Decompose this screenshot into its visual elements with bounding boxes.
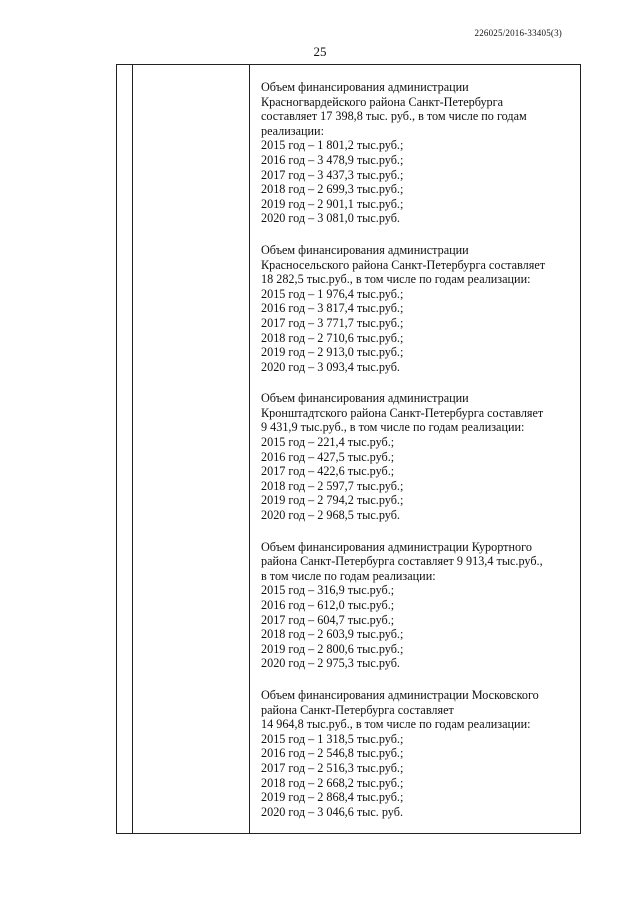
financing-line: 2019 год – 2 794,2 тыс.руб.; bbox=[261, 493, 404, 508]
financing-line: 2017 год – 2 516,3 тыс.руб.; bbox=[261, 760, 404, 775]
financing-line: района Санкт-Петербурга составляет 9 913,4 тыс.руб., bbox=[261, 554, 543, 569]
financing-line: 2018 год – 2 699,3 тыс.руб.; bbox=[261, 182, 404, 197]
financing-line: 2020 год – 3 093,4 тыс.руб. bbox=[261, 359, 400, 374]
financing-line: 2019 год – 2 868,4 тыс.руб.; bbox=[261, 790, 404, 805]
page-number: 25 bbox=[313, 44, 327, 59]
financing-line: 2015 год – 316,9 тыс.руб.; bbox=[261, 583, 395, 598]
financing-line: 2018 год – 2 597,7 тыс.руб.; bbox=[261, 478, 404, 493]
financing-line: 2015 год – 221,4 тыс.руб.; bbox=[261, 435, 395, 450]
financing-text-column bbox=[261, 80, 573, 836]
financing-line: 2015 год – 1 976,4 тыс.руб.; bbox=[261, 286, 404, 301]
document-id: 226025/2016-33405(3) bbox=[474, 28, 562, 38]
financing-line: 2016 год – 2 546,8 тыс.руб.; bbox=[261, 746, 404, 761]
table-column-divider bbox=[249, 65, 250, 833]
financing-line: 2016 год – 3 817,4 тыс.руб.; bbox=[261, 301, 404, 316]
financing-block bbox=[261, 540, 573, 671]
financing-line: 2016 год – 427,5 тыс.руб.; bbox=[261, 449, 395, 464]
financing-line: 18 282,5 тыс.руб., в том числе по годам реализации: bbox=[261, 272, 531, 287]
table-column-divider bbox=[132, 65, 133, 833]
financing-block bbox=[261, 391, 573, 522]
financing-line: 2020 год – 3 081,0 тыс.руб. bbox=[261, 211, 400, 226]
financing-line: 2019 год – 2 913,0 тыс.руб.; bbox=[261, 345, 404, 360]
financing-line: 2017 год – 3 437,3 тыс.руб.; bbox=[261, 167, 404, 182]
financing-line: Объем финансирования администрации Курортного bbox=[261, 539, 532, 554]
financing-line: Объем финансирования администрации Московского bbox=[261, 687, 539, 702]
financing-block bbox=[261, 243, 573, 374]
financing-line: в том числе по годам реализации: bbox=[261, 568, 436, 583]
financing-line: 2018 год – 2 710,6 тыс.руб.; bbox=[261, 330, 404, 345]
financing-line: 2020 год – 3 046,6 тыс. руб. bbox=[261, 804, 403, 819]
financing-line: 2018 год – 2 668,2 тыс.руб.; bbox=[261, 775, 404, 790]
financing-line: 2016 год – 612,0 тыс.руб.; bbox=[261, 598, 395, 612]
financing-line: Красносельского района Санкт-Петербурга составляет bbox=[261, 257, 546, 272]
financing-line: 2017 год – 422,6 тыс.руб.; bbox=[261, 464, 395, 479]
financing-line: Объем финансирования администрации bbox=[261, 242, 469, 257]
financing-line: Объем финансирования администрации bbox=[261, 80, 469, 94]
financing-line: 2018 год – 2 603,9 тыс.руб.; bbox=[261, 627, 404, 642]
financing-line: 2015 год – 1 318,5 тыс.руб.; bbox=[261, 731, 404, 746]
financing-line: Кронштадтского района Санкт-Петербурга составляет bbox=[261, 405, 544, 420]
financing-line: района Санкт-Петербурга составляет bbox=[261, 702, 454, 717]
financing-line: 14 964,8 тыс.руб., в том числе по годам реализации: bbox=[261, 717, 531, 732]
financing-line: реализации: bbox=[261, 123, 324, 138]
financing-line: 2019 год – 2 901,1 тыс.руб.; bbox=[261, 196, 404, 211]
financing-line: 2015 год – 1 801,2 тыс.руб.; bbox=[261, 138, 404, 153]
financing-line: 2019 год – 2 800,6 тыс.руб.; bbox=[261, 641, 404, 656]
financing-block bbox=[261, 688, 573, 819]
financing-line: 9 431,9 тыс.руб., в том числе по годам реализации: bbox=[261, 420, 525, 435]
financing-line: составляет 17 398,8 тыс. руб., в том числе по годам bbox=[261, 109, 527, 124]
financing-line: 2017 год – 3 771,7 тыс.руб.; bbox=[261, 315, 404, 330]
financing-line: 2020 год – 2 968,5 тыс.руб. bbox=[261, 508, 400, 523]
financing-line: 2017 год – 604,7 тыс.руб.; bbox=[261, 612, 395, 627]
financing-line: 2020 год – 2 975,3 тыс.руб. bbox=[261, 656, 400, 671]
financing-block bbox=[261, 80, 573, 226]
financing-line: Красногвардейского района Санкт-Петербурга bbox=[261, 94, 504, 109]
financing-line: 2016 год – 3 478,9 тыс.руб.; bbox=[261, 152, 404, 167]
financing-line: Объем финансирования администрации bbox=[261, 391, 469, 406]
